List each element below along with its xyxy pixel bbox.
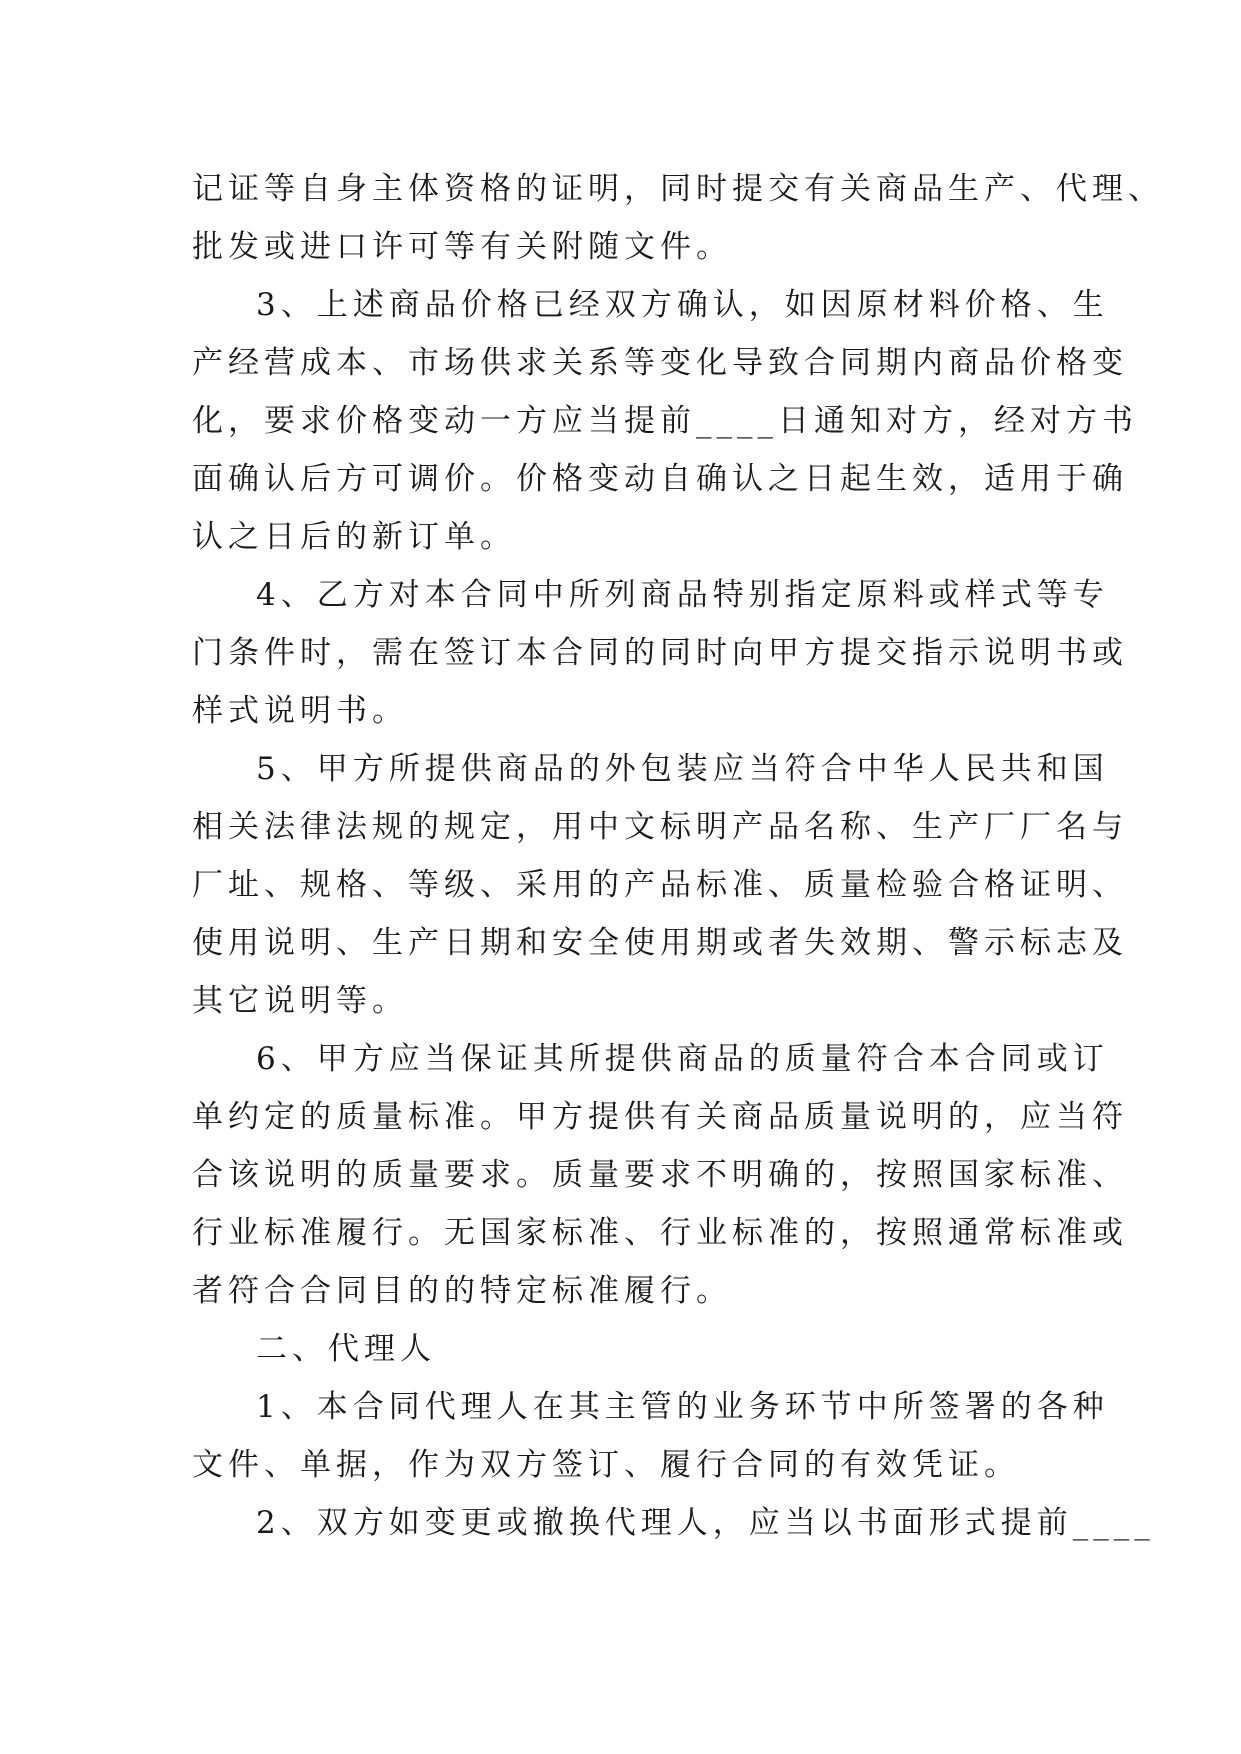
text-line: 产经营成本、市场供求关系等变化导致合同期内商品价格变 bbox=[192, 345, 1128, 381]
text-line: 记证等自身主体资格的证明，同时提交有关商品生产、代理、 bbox=[192, 171, 1164, 207]
text-line: 门条件时，需在签订本合同的同时向甲方提交指示说明书或 bbox=[192, 635, 1128, 671]
text-line: 其它说明等。 bbox=[192, 983, 408, 1019]
text-line: 3、上述商品价格已经双方确认，如因原材料价格、生 bbox=[256, 287, 1109, 323]
section-heading-agent bbox=[192, 1320, 1072, 1378]
text-line: 4、乙方对本合同中所列商品特别指定原料或样式等专 bbox=[256, 577, 1109, 613]
text-line: 化，要求价格变动一方应当提前____日通知对方，经对方书 bbox=[192, 403, 1138, 439]
text-line: 文件、单据，作为双方签订、履行合同的有效凭证。 bbox=[192, 1447, 1020, 1483]
text-line: 2、双方如变更或撤换代理人，应当以书面形式提前____ bbox=[256, 1505, 1155, 1541]
text-line: 相关法律法规的规定，用中文标明产品名称、生产厂厂名与 bbox=[192, 809, 1128, 845]
text-line: 使用说明、生产日期和安全使用期或者失效期、警示标志及 bbox=[192, 925, 1128, 961]
text-line: 行业标准履行。无国家标准、行业标准的，按照通常标准或 bbox=[192, 1215, 1128, 1251]
text-line: 样式说明书。 bbox=[192, 693, 408, 729]
section-heading: 二、代理人 bbox=[256, 1331, 436, 1367]
text-line: 者符合合同目的的特定标准履行。 bbox=[192, 1273, 732, 1309]
paragraph-agent-clause-2 bbox=[192, 1494, 1155, 1552]
paragraph-clause-3 bbox=[192, 276, 1138, 566]
paragraph-clause-6 bbox=[192, 1030, 1128, 1320]
paragraph-continuation bbox=[192, 160, 1164, 276]
text-line: 批发或进口许可等有关附随文件。 bbox=[192, 229, 732, 265]
text-line: 厂址、规格、等级、采用的产品标准、质量检验合格证明、 bbox=[192, 867, 1128, 903]
document-body bbox=[192, 160, 1164, 1552]
text-line: 1、本合同代理人在其主管的业务环节中所签署的各种 bbox=[256, 1389, 1109, 1425]
text-line: 认之日后的新订单。 bbox=[192, 519, 516, 555]
paragraph-clause-5 bbox=[192, 740, 1128, 1030]
paragraph-agent-clause-1 bbox=[192, 1378, 1109, 1494]
paragraph-clause-4 bbox=[192, 566, 1128, 740]
text-line: 合该说明的质量要求。质量要求不明确的，按照国家标准、 bbox=[192, 1157, 1128, 1193]
text-line: 面确认后方可调价。价格变动自确认之日起生效，适用于确 bbox=[192, 461, 1128, 497]
text-line: 5、甲方所提供商品的外包装应当符合中华人民共和国 bbox=[256, 751, 1109, 787]
text-line: 6、甲方应当保证其所提供商品的质量符合本合同或订 bbox=[256, 1041, 1109, 1077]
text-line: 单约定的质量标准。甲方提供有关商品质量说明的，应当符 bbox=[192, 1099, 1128, 1135]
